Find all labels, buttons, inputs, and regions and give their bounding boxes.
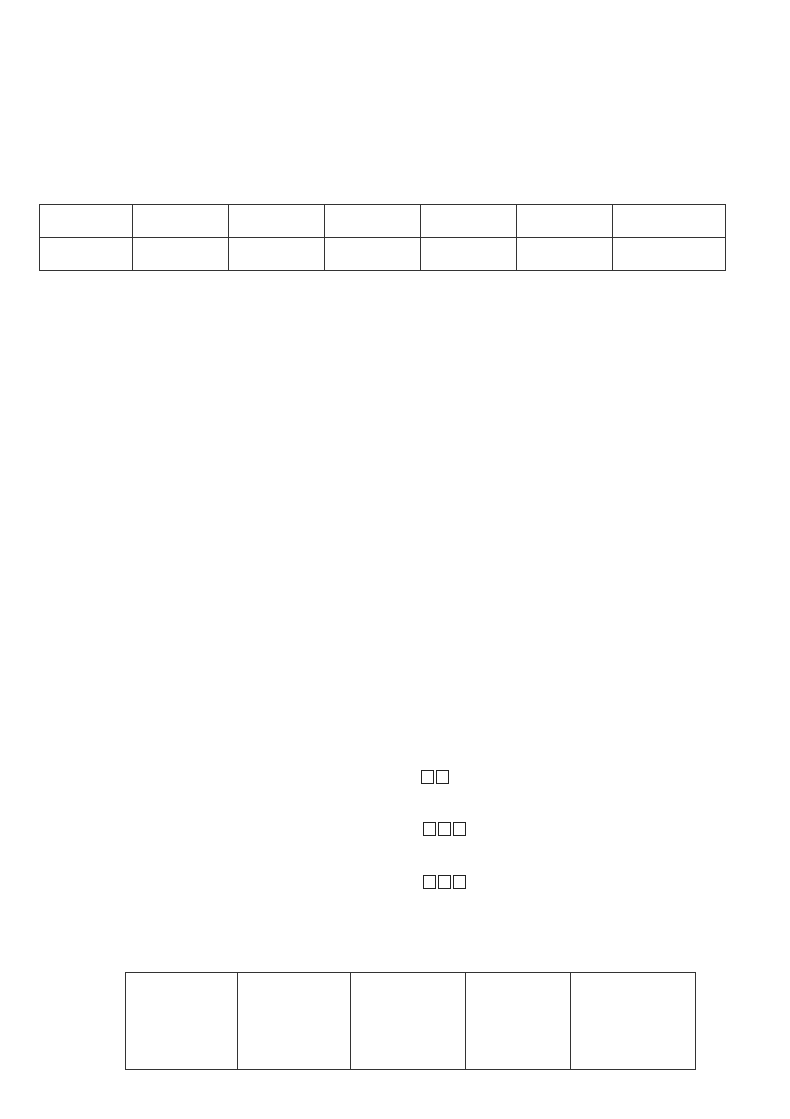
- score-cell: [40, 205, 133, 238]
- score-input-cell[interactable]: [133, 238, 229, 271]
- answer-box[interactable]: [421, 770, 434, 784]
- q4-expression-3: [422, 873, 467, 892]
- answer-box[interactable]: [453, 822, 466, 836]
- score-input-cell[interactable]: [325, 238, 421, 271]
- q4-expression-1: [420, 768, 450, 787]
- cartoon-cell: [238, 973, 351, 1070]
- score-table-header-row: [40, 205, 726, 238]
- cartoon-table-header: [126, 973, 238, 1070]
- score-cell: [421, 205, 517, 238]
- cartoon-cell: [571, 973, 696, 1070]
- cartoon-cell: [466, 973, 571, 1070]
- score-input-cell[interactable]: [421, 238, 517, 271]
- answer-box[interactable]: [423, 875, 436, 889]
- score-row-label: [40, 238, 133, 271]
- answer-box[interactable]: [438, 875, 451, 889]
- answer-box[interactable]: [438, 822, 451, 836]
- q4-expression-2: [422, 820, 467, 839]
- score-input-cell[interactable]: [229, 238, 325, 271]
- answer-box[interactable]: [423, 822, 436, 836]
- answer-box[interactable]: [453, 875, 466, 889]
- score-cell: [517, 205, 613, 238]
- score-cell: [229, 205, 325, 238]
- score-cell: [133, 205, 229, 238]
- cartoon-table: [125, 972, 696, 1070]
- score-table-score-row: [40, 238, 726, 271]
- answer-box[interactable]: [436, 770, 449, 784]
- score-table: [39, 204, 726, 271]
- score-cell: [613, 205, 726, 238]
- cartoon-cell: [351, 973, 466, 1070]
- score-input-cell[interactable]: [613, 238, 726, 271]
- score-input-cell[interactable]: [517, 238, 613, 271]
- score-cell: [325, 205, 421, 238]
